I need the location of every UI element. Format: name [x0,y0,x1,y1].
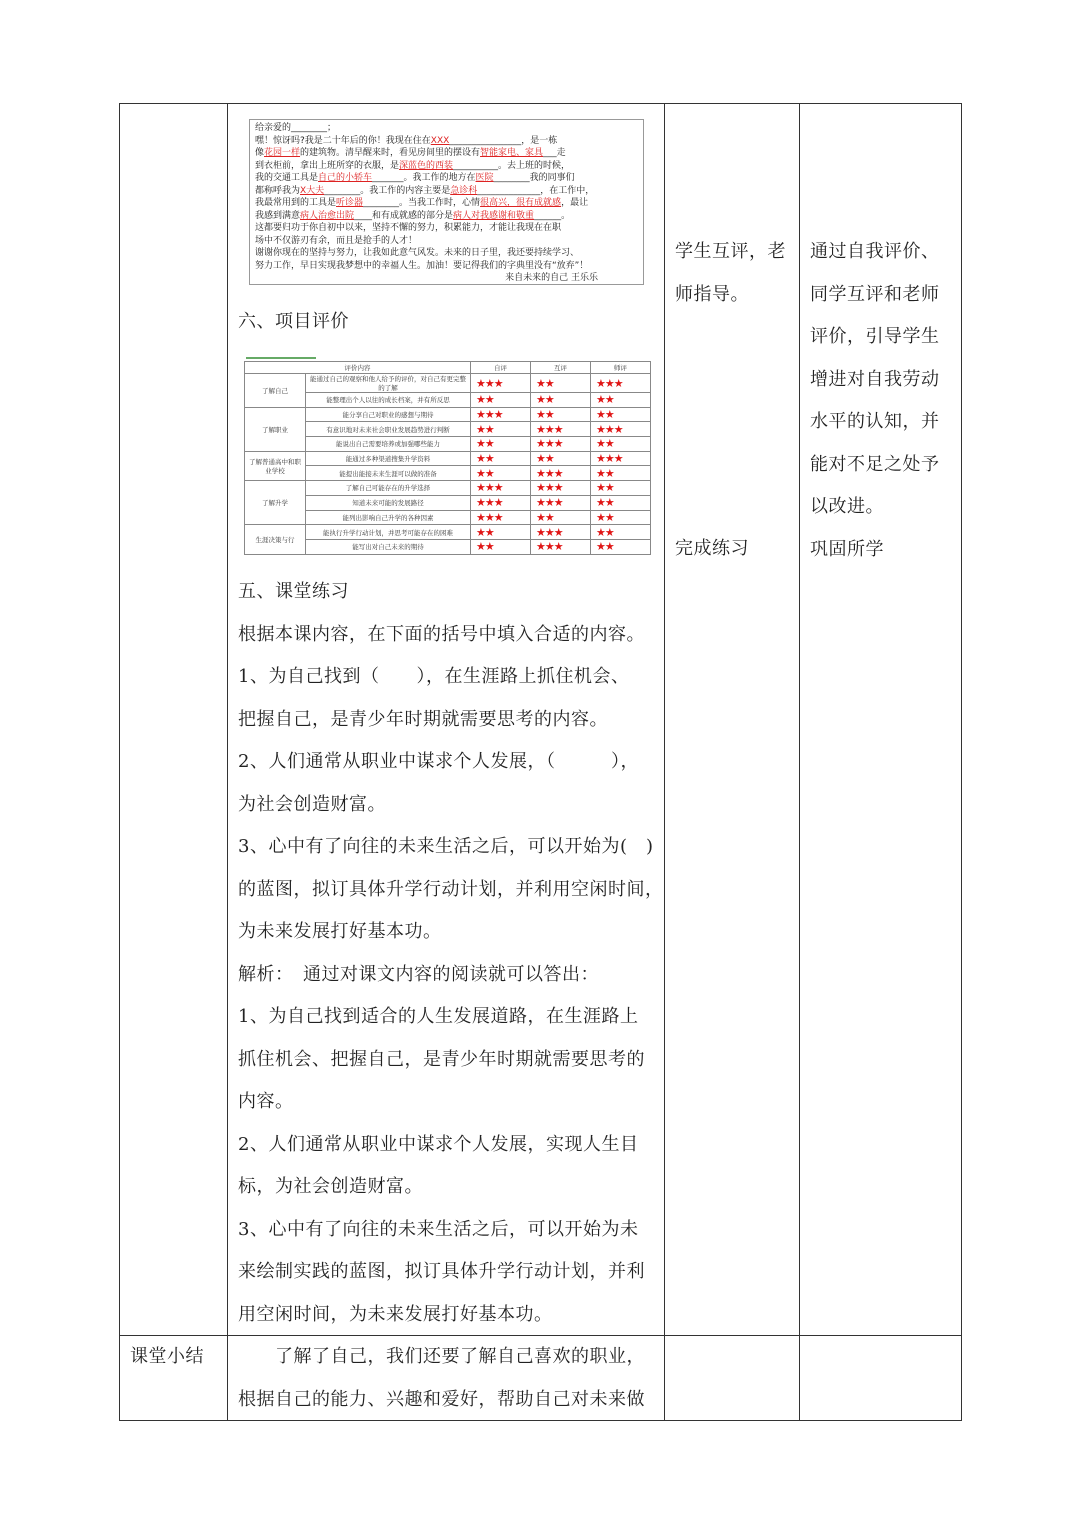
col3-line: 完成练习 [675,538,749,559]
table-top-border [119,103,962,104]
star-rating-peer: ★★★ [531,525,591,540]
eval-category: 了解升学 [245,481,306,525]
letter-text: 努力工作，早日实现我梦想中的幸福人生。加油！要记得我们的字典里没有“放弃”！ [255,260,589,271]
star-rating-self: ★★ [471,393,531,408]
letter-line [255,135,638,148]
letter-filled-answer: 很高兴，很有成就感 [480,198,562,208]
letter-text: ________我的同事们 [493,173,575,183]
col3-line: 师指导。 [675,283,749,305]
eval-row [245,539,651,554]
eval-row [245,466,651,481]
star-rating-self: ★★★ [471,407,531,422]
star-rating-self: ★★★ [471,481,531,496]
star-rating-peer: ★★ [531,393,591,408]
exercise-line: 解析： 通过对课文内容的阅读就可以答出： [238,963,599,985]
letter-text: ____和有成就感的部分是 [354,210,454,221]
star-rating-self: ★★ [471,422,531,437]
star-rating-peer: ★★ [531,407,591,422]
eval-header-row [245,362,651,374]
letter-line [255,260,638,273]
eval-category: 了解职业 [245,407,306,451]
star-rating-teacher: ★★ [591,437,651,452]
eval-item: 能说出自己需要培养或加强哪些能力 [306,437,471,452]
star-rating-self: ★★★ [471,510,531,525]
exercise-line: 根据本课内容，在下面的括号中填入合适的内容。 [238,623,645,645]
letter-filled-answer: 花园一样 [264,148,301,158]
letter-filled-answer: X大夫 [300,185,325,196]
letter-filled-answer: 病人对我感谢和敬重 [453,210,535,221]
col4-line: 水平的认知，并 [810,411,940,432]
summary-line: 根据自己的能力、兴趣和爱好，帮助自己对未来做 [238,1388,645,1410]
exercise-line: 2、人们通常从职业中谋求个人发展，（ ）， [238,751,639,772]
col-border-1 [119,103,120,1421]
eval-header-teacher: 师评 [591,362,651,374]
col4-line: 巩固所学 [810,538,884,560]
eval-item: 能通过多种渠道搜集升学资料 [306,451,471,466]
letter-line [255,247,638,260]
letter-text: ，最让 [561,198,589,208]
col4-line: 同学互评和老师 [810,283,940,305]
star-rating-peer: ★★★ [531,422,591,437]
col4-line: 增进对自我劳动 [810,368,940,390]
star-rating-teacher: ★★ [591,466,651,481]
eval-row [245,510,651,525]
letter-filled-answer: 深蓝色的西装 [399,160,454,171]
section6-title: 六、项目评价 [238,311,349,332]
star-rating-self: ★★ [471,437,531,452]
letter-line [255,235,638,248]
summary-label: 课堂小结 [130,1346,204,1367]
eval-item: 有意识地对未来社会职业发展趋势进行判断 [306,422,471,437]
col4-line: 以改进。 [810,496,884,517]
eval-item: 能整理出个人以往的成长档案，并有所反思 [306,393,471,408]
exercise-line: 的蓝图，拟订具体升学行动计划，并利用空闲时间， [238,878,664,900]
green-underline [246,357,316,359]
col4-text [810,231,940,571]
eval-row [245,407,651,422]
letter-text: 我的交通工具是 [255,173,319,183]
eval-item: 能执行升学行动计划，并思考可能存在的困难 [306,525,471,540]
eval-body [245,374,651,555]
letter-text: 这都要归功于你自初中以来，坚持不懈的努力，积累能力，才能让我现在在职 [255,223,562,233]
evaluation-table [244,361,651,555]
future-letter-image [249,119,644,285]
eval-row [245,495,651,510]
col-border-5 [961,103,962,1421]
star-rating-peer: ★★ [531,374,591,393]
star-rating-self: ★★ [471,525,531,540]
star-rating-self: ★★ [471,451,531,466]
letter-text: 我感到满意 [255,210,301,221]
eval-category: 了解普通高中和职业学校 [245,451,306,480]
letter-text: 给亲爱的 [255,123,292,133]
eval-category: 生涯决策与行 [245,525,306,554]
eval-header-content: 评价内容 [245,362,471,374]
letter-line [255,197,638,210]
star-rating-peer: ★★★ [531,539,591,554]
eval-header-peer: 互评 [531,362,591,374]
letter-text: 嘿！惊讶吗?我是二十年后的你！我现在住在 [255,135,431,146]
section5-title: 五、课堂练习 [238,581,349,602]
star-rating-teacher: ★★ [591,539,651,554]
eval-row [245,437,651,452]
star-rating-peer: ★★★ [531,481,591,496]
eval-row [245,393,651,408]
star-rating-teacher: ★★ [591,510,651,525]
letter-line [255,160,638,173]
letter-text: ________。当我工作时，心情 [363,198,481,208]
letter-text: 到衣柜前，拿出上班所穿的衣服，是 [255,160,400,171]
eval-category: 了解自己 [245,374,306,408]
col4-line: 评价，引导学生 [810,326,940,347]
letter-text: __________。去上班的时候， [453,160,571,171]
exercise-line: 3、心中有了向往的未来生活之后，可以开始为未 [238,1218,639,1240]
eval-row [245,481,651,496]
letter-text: ___走 [543,148,566,158]
star-rating-teacher: ★★★ [591,422,651,437]
col3-top [675,231,786,316]
exercise-line: 标，为社会创造财富。 [238,1176,423,1197]
eval-item: 了解自己可能存在的升学选择 [306,481,471,496]
letter-lines [255,122,638,272]
letter-text: ______。 [534,210,571,221]
col-border-2 [227,103,228,1421]
summary-line: 了解了自己，我们还要了解自己喜欢的职业， [238,1346,645,1367]
eval-item: 能分享自己对职业的感想与期待 [306,407,471,422]
letter-filled-answer: 急诊科 [450,185,478,196]
star-rating-peer: ★★ [531,510,591,525]
eval-row [245,451,651,466]
eval-item: 能提出能接未来生涯可以做的准备 [306,466,471,481]
col3-bottom [675,528,749,571]
letter-text: 我最常用到的工具是 [255,198,337,208]
star-rating-self: ★★ [471,466,531,481]
eval-row [245,422,651,437]
star-rating-teacher: ★★ [591,407,651,422]
star-rating-teacher: ★★★ [591,374,651,393]
letter-text: 场中不仅游刃有余，而且是抢手的人才！ [255,235,418,246]
star-rating-teacher: ★★ [591,495,651,510]
eval-header-self: 自评 [471,362,531,374]
letter-text: 谢谢你现在的坚持与努力，让我如此意气风发。未来的日子里，我还要持续学习、 [255,248,580,258]
letter-text: ______________，在工作中， [477,185,595,196]
star-rating-teacher: ★★ [591,393,651,408]
exercise-line: 用空闲时间，为未来发展打好基本功。 [238,1303,553,1325]
letter-text: ________； [291,123,337,133]
star-rating-peer: ★★★ [531,437,591,452]
star-rating-teacher: ★★ [591,525,651,540]
exercise-line: 来绘制实践的蓝图，拟订具体升学行动计划，并利 [238,1261,645,1282]
exercise-line: 内容。 [238,1091,294,1112]
eval-row [245,525,651,540]
exercise-line: 为未来发展打好基本功。 [238,921,442,942]
col3-line: 学生互评，老 [675,241,786,262]
letter-line [255,122,638,135]
letter-filled-answer: 听诊器 [336,198,364,208]
star-rating-self: ★★★ [471,495,531,510]
summary-text [238,1336,658,1421]
eval-item: 能通过自己的观察和他人给予的评价，对自己有更完整的了解 [306,374,471,393]
col4-line: 通过自我评价、 [810,241,940,262]
eval-row [245,374,651,393]
letter-line [255,210,638,223]
exercise-line: 为社会创造财富。 [238,793,386,815]
star-rating-peer: ★★ [531,451,591,466]
star-rating-peer: ★★★ [531,495,591,510]
eval-item: 能列出影响自己升学的各种因素 [306,510,471,525]
star-rating-self: ★★ [471,539,531,554]
exercise-line: 1、为自己找到适合的人生发展道路，在生涯路上 [238,1006,639,1027]
eval-item: 知道未来可能的发展路径 [306,495,471,510]
star-rating-teacher: ★★★ [591,451,651,466]
exercise-line: 3、心中有了向往的未来生活之后，可以开始为( ) [238,836,654,857]
letter-filled-answer: XXX [430,135,450,146]
exercise-line: 1、为自己找到（ ），在生涯路上抓住机会、 [238,666,630,687]
letter-line [255,147,638,160]
letter-text: 都称呼我为 [255,185,301,196]
letter-text: _______。我工作的地方在 [372,173,476,183]
star-rating-peer: ★★★ [531,466,591,481]
col4-line: 能对不足之处予 [810,453,940,475]
exercise-line: 把握自己，是青少年时期就需要思考的内容。 [238,708,608,730]
letter-line [255,185,638,198]
letter-line [255,222,638,235]
letter-filled-answer: 医院 [475,173,494,183]
star-rating-self: ★★★ [471,374,531,393]
letter-text: ________。我工作的内容主要是 [324,185,451,196]
letter-text: ________________，是一栋 [449,135,558,146]
letter-filled-answer: 病人治愈出院 [300,210,355,221]
eval-item: 能写出对自己未来的期待 [306,539,471,554]
letter-line [255,172,638,185]
letter-filled-answer: 自己的小轿车 [318,173,373,183]
col-border-3 [664,103,665,1421]
exercise-line: 2、人们通常从职业中谋求个人发展，实现人生目 [238,1133,639,1155]
letter-text: 的建筑物。清早醒来时，看见房间里的摆设有 [300,148,481,158]
letter-signature: 来自未来的自己 王乐乐 [505,273,598,283]
letter-filled-answer: 智能家电、家具 [480,148,544,158]
star-rating-teacher: ★★ [591,481,651,496]
exercise-line: 抓住机会、把握自己，是青少年时期就需要思考的 [238,1048,645,1070]
col-border-4 [799,103,800,1421]
letter-text: 像 [255,148,265,158]
